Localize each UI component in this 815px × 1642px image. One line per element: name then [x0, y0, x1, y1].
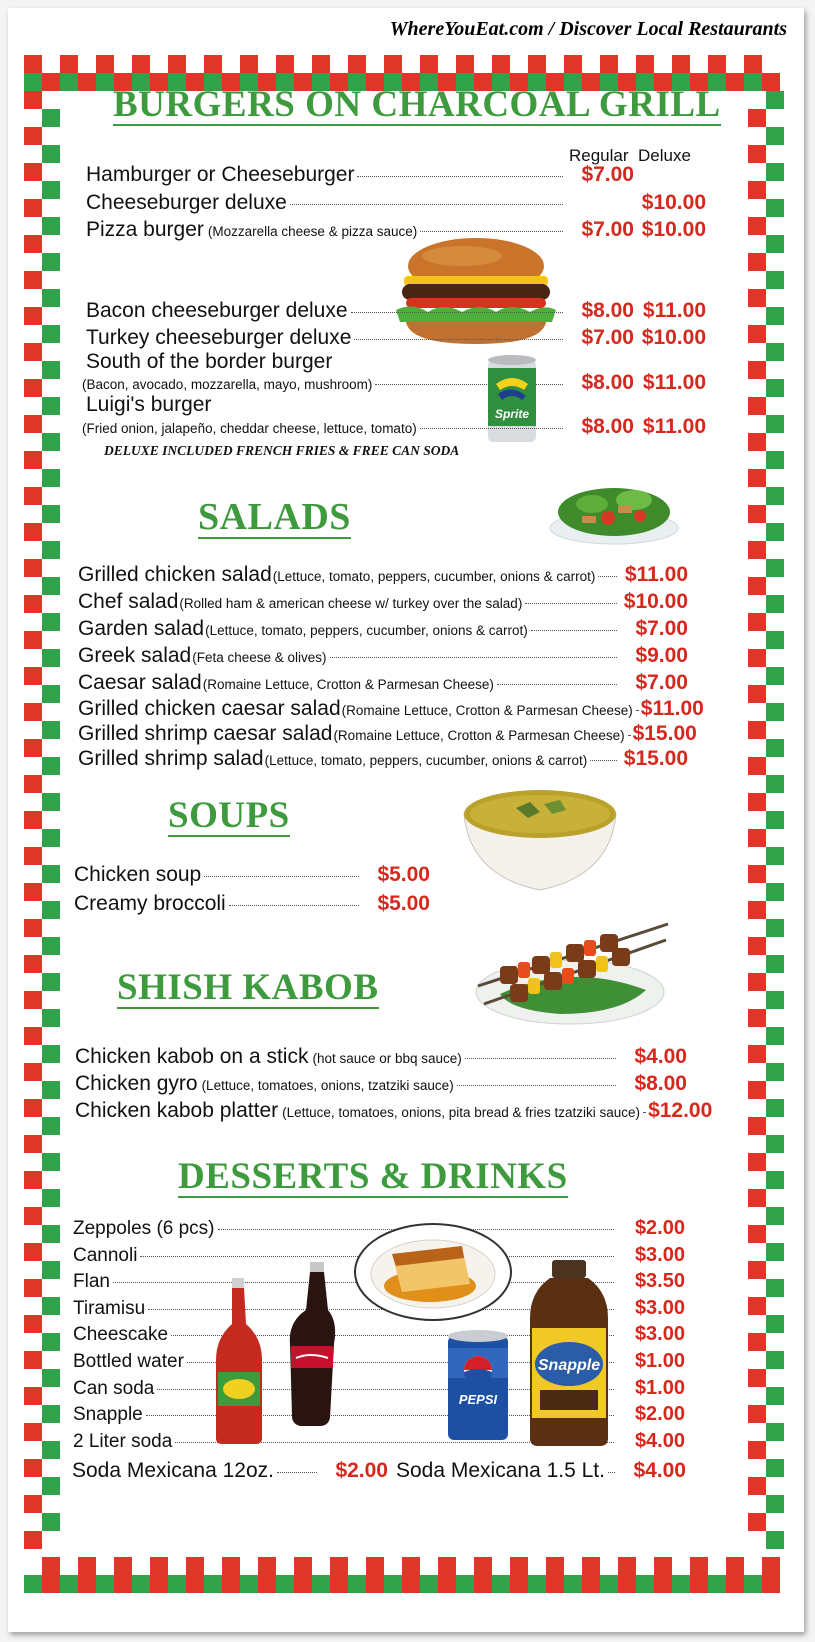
item-description: (Lettuce, tomatoes, onions, tzatziki sauce) — [201, 1078, 454, 1093]
item-price: $12.00 — [648, 1099, 713, 1122]
snapple-bottle-image — [526, 1258, 612, 1448]
item-name: South of the border burger — [86, 350, 333, 373]
item-name: Creamy broccoli — [74, 892, 226, 915]
item-price: $3.00 — [634, 1296, 685, 1319]
coca-cola-bottle-image — [280, 1260, 342, 1428]
item-description: (Rolled ham & american cheese w/ turkey over the salad) — [179, 596, 523, 611]
menu-item — [75, 1099, 713, 1123]
menu-item — [78, 671, 688, 695]
item-price: $3.50 — [634, 1270, 685, 1293]
burgers-title: BURGERS ON CHARCOAL GRILL — [113, 84, 721, 125]
sprite-label: Sprite — [494, 407, 530, 421]
menu-item — [396, 1459, 686, 1483]
regular-price: $8.00 — [581, 371, 634, 394]
regular-column-label: Regular — [569, 146, 629, 165]
item-name: 2 Liter soda — [73, 1430, 173, 1452]
item-price: $4.00 — [634, 1429, 685, 1452]
item-description: (Bacon, avocado, mozzarella, mayo, mushroom) — [82, 377, 373, 392]
regular-price: $7.00 — [581, 326, 634, 349]
dot-leader — [497, 684, 617, 685]
item-price: $9.00 — [635, 644, 688, 667]
dot-leader — [590, 760, 617, 761]
item-price: $8.00 — [634, 1072, 687, 1095]
menu-item — [78, 644, 688, 668]
menu-item — [86, 299, 706, 323]
item-description: (Romaine Lettuce, Crotton & Parmesan Cheese) — [202, 677, 494, 692]
deluxe-column-label: Deluxe — [638, 146, 691, 165]
menu-item — [74, 892, 430, 916]
dot-leader — [229, 905, 359, 906]
item-name: Pizza burger — [86, 218, 204, 241]
item-name: Grilled shrimp caesar salad — [78, 722, 333, 745]
item-name: Bacon cheeseburger deluxe — [86, 299, 348, 322]
menu-item — [78, 617, 688, 641]
item-name: Chef salad — [78, 590, 179, 613]
item-price: $1.00 — [634, 1376, 685, 1399]
item-price: $3.00 — [634, 1323, 685, 1346]
item-price: $2.00 — [634, 1217, 685, 1239]
menu-item — [78, 590, 688, 614]
item-description: (hot sauce or bbq sauce) — [312, 1051, 462, 1066]
item-price: $11.00 — [624, 563, 688, 586]
menu-item — [82, 415, 706, 439]
kabob-title: SHISH KABOB — [117, 967, 379, 1008]
item-name: Chicken soup — [74, 863, 202, 886]
item-name: Garden salad — [78, 617, 205, 640]
desserts-title: DESSERTS & DRINKS — [178, 1156, 568, 1197]
dot-leader — [643, 1112, 645, 1113]
menu-item — [82, 371, 706, 395]
item-name: Luigi's burger — [86, 393, 212, 416]
site-header: WhereYouEat.com / Discover Local Restaurants — [389, 18, 787, 40]
kabob-image — [470, 910, 674, 1032]
item-name: Grilled shrimp salad — [78, 747, 264, 770]
salads-title: SALADS — [198, 496, 351, 538]
deluxe-price: $10.00 — [641, 218, 706, 241]
salad-image — [548, 472, 680, 548]
menu-item — [86, 163, 706, 187]
deluxe-price: $11.00 — [642, 299, 706, 322]
dot-leader — [351, 312, 563, 313]
regular-price: $7.00 — [581, 163, 634, 186]
deluxe-price: $10.00 — [641, 326, 706, 349]
deluxe-price: $10.00 — [641, 191, 706, 214]
menu-item — [78, 747, 688, 771]
dot-leader — [290, 204, 563, 205]
item-name: Soda Mexicana 1.5 Lt. — [396, 1459, 605, 1482]
pepsi-can-image — [446, 1328, 510, 1446]
snapple-label: Snapple — [537, 1357, 601, 1374]
dot-leader — [330, 657, 617, 658]
jarritos-bottle-image — [210, 1276, 268, 1446]
item-name: Grilled chicken caesar salad — [78, 697, 341, 720]
menu-item — [78, 697, 704, 721]
deluxe-price: $11.00 — [642, 371, 706, 394]
item-name: Bottled water — [73, 1351, 184, 1372]
dot-leader — [608, 1472, 615, 1473]
dot-leader — [357, 176, 563, 177]
dot-leader — [457, 1085, 616, 1086]
dot-leader — [277, 1472, 317, 1473]
item-name: Soda Mexicana 12oz. — [72, 1459, 274, 1482]
item-name: Chicken kabob on a stick — [75, 1045, 309, 1068]
item-description: (Lettuce, tomato, peppers, cucumber, onions & carrot) — [205, 623, 528, 638]
item-price: $7.00 — [635, 617, 688, 640]
dot-leader — [531, 630, 617, 631]
deluxe-price: $11.00 — [642, 415, 706, 438]
menu-item — [78, 563, 688, 587]
menu-item — [72, 1459, 388, 1483]
item-name: Zeppoles (6 pcs) — [73, 1218, 215, 1239]
item-description: (Mozzarella cheese & pizza sauce) — [207, 224, 418, 239]
item-price: $1.00 — [634, 1350, 685, 1372]
dot-leader — [420, 428, 563, 429]
item-name: Tiramisu — [73, 1297, 146, 1319]
item-description: (Romaine Lettuce, Crotton & Parmesan Cheese) — [333, 728, 625, 743]
dot-leader — [636, 710, 638, 711]
item-price: $3.00 — [634, 1243, 685, 1266]
item-name: Hamburger or Cheeseburger — [86, 163, 355, 186]
item-name: Flan — [73, 1271, 110, 1293]
item-description: (Lettuce, tomatoes, onions, pita bread & fries tzatziki sauce) — [282, 1105, 641, 1120]
item-name: Caesar salad — [78, 671, 202, 694]
item-description: (Romaine Lettuce, Crotton & Parmesan Cheese) — [341, 703, 633, 718]
dot-leader — [354, 339, 563, 340]
item-name: Cannoli — [73, 1244, 138, 1266]
item-name: Grilled chicken salad — [78, 563, 272, 586]
item-name: Can soda — [73, 1377, 155, 1399]
deluxe-note: DELUXE INCLUDED FRENCH FRIES & FREE CAN SODA — [104, 443, 460, 458]
soup-bowl-image — [460, 784, 620, 894]
item-price: $2.00 — [335, 1459, 388, 1482]
item-price: $5.00 — [377, 863, 430, 886]
regular-price: $8.00 — [581, 415, 634, 438]
menu-item — [75, 1072, 687, 1096]
menu-item — [86, 326, 706, 350]
regular-price: $7.00 — [581, 218, 634, 241]
item-description: (Lettuce, tomato, peppers, cucumber, onions & carrot) — [272, 569, 596, 584]
dot-leader — [465, 1058, 616, 1059]
item-price: $5.00 — [377, 892, 430, 915]
item-price: $15.00 — [623, 747, 688, 770]
pepsi-label: PEPSI — [458, 1392, 498, 1407]
item-price: $4.00 — [634, 1045, 687, 1068]
item-description: (Feta cheese & olives) — [192, 650, 327, 665]
item-price: $10.00 — [623, 590, 688, 613]
item-name: Greek salad — [78, 644, 192, 667]
dot-leader — [598, 576, 617, 577]
item-description: (Lettuce, tomato, peppers, cucumber, onions & carrot) — [264, 753, 588, 768]
item-name: Turkey cheeseburger deluxe — [86, 326, 352, 349]
dot-leader — [204, 876, 359, 877]
menu-item — [75, 1045, 687, 1069]
menu-item — [86, 191, 706, 215]
item-description: (Fried onion, jalapeño, cheddar cheese, lettuce, tomato) — [82, 421, 417, 436]
flan-plate-image — [352, 1220, 514, 1324]
item-price: $4.00 — [633, 1459, 686, 1482]
soups-title: SOUPS — [168, 795, 290, 836]
item-name: Snapple — [73, 1404, 143, 1426]
item-price: $15.00 — [632, 722, 697, 745]
item-name: Cheescake — [73, 1324, 169, 1346]
menu-item — [78, 722, 697, 746]
menu-item — [74, 863, 430, 887]
item-price: $7.00 — [635, 671, 688, 694]
dot-leader — [628, 735, 630, 736]
item-name: Cheeseburger deluxe — [86, 191, 287, 214]
item-price: $11.00 — [640, 697, 704, 720]
item-price: $2.00 — [634, 1403, 685, 1426]
dot-leader — [525, 603, 617, 604]
regular-price: $8.00 — [581, 299, 634, 322]
dot-leader — [420, 231, 563, 232]
item-name: Chicken kabob platter — [75, 1099, 279, 1122]
item-name: Chicken gyro — [75, 1072, 198, 1095]
